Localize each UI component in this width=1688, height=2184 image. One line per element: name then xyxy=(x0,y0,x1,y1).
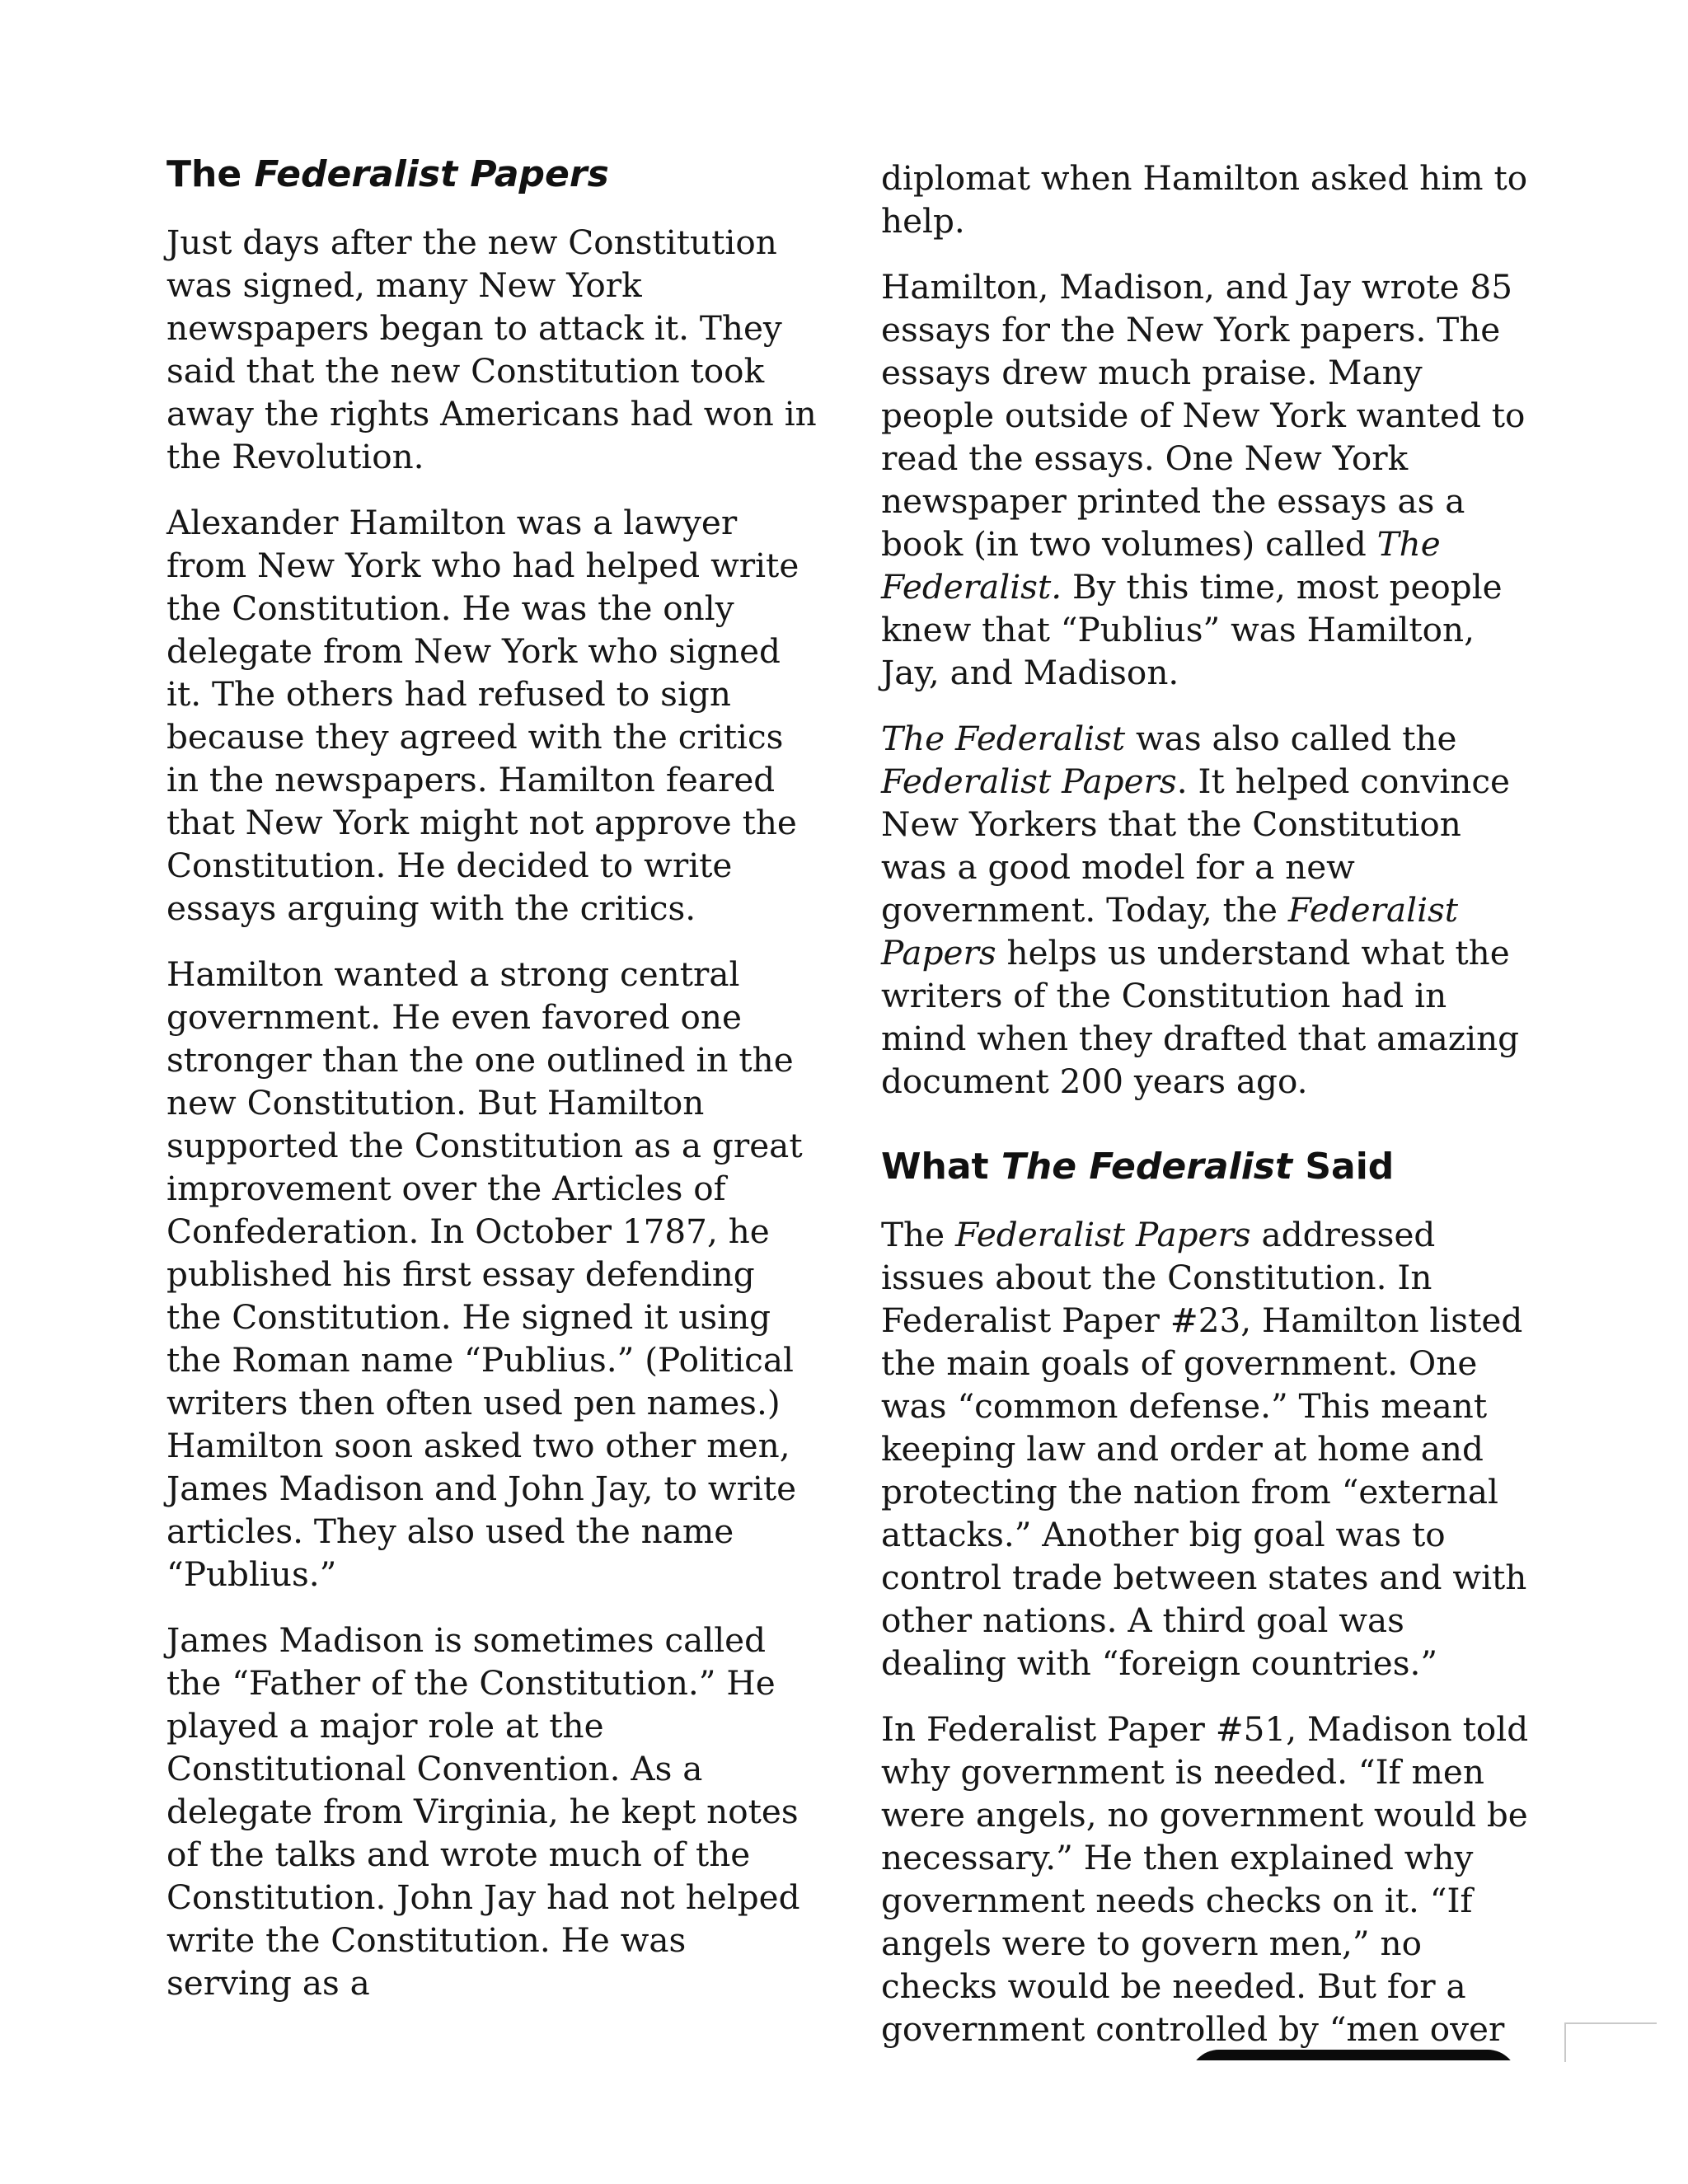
text-run: helps us understand what the writers of the Constitution had in mind when they drafted that amazing document 200 years ago. xyxy=(881,933,1520,1101)
left-column xyxy=(166,152,818,2027)
paragraph-6 xyxy=(881,717,1532,1103)
section-heading-what-federalist-said xyxy=(881,1144,1532,1190)
heading-text: The xyxy=(166,153,255,195)
paragraph-7 xyxy=(881,1213,1532,1685)
paragraph-3: Hamilton wanted a strong central government. He even favored one stronger than the one outlined in the new Constitution. But Hamilton supported the Constitution as a great improvement over the Articles of Confederation. In October 1787, he published his first essay defending the Constitution. He signed it using the Roman name “Publius.” (Political writers then often used pen names.) Hamilton soon asked two other men, James Madison and John Jay, to write articles. They also used the name “Publius.” xyxy=(166,954,803,1594)
heading-italic-text: The Federalist xyxy=(1001,1146,1293,1188)
right-column xyxy=(881,152,1532,2074)
italic-title: The Federalist xyxy=(881,719,1126,758)
paragraph-4: James Madison is sometimes called the “Father of the Constitution.” He played a major role at the Constitutional Convention. As a delegate from Virginia, he kept notes of the talks and wrote much of the Constitution. John Jay had not helped write the Constitution. He was serving as a xyxy=(166,1620,800,2003)
heading-text: What xyxy=(881,1146,1001,1188)
paragraph-5 xyxy=(881,265,1532,694)
text-run: was also called the xyxy=(1125,719,1457,758)
text-run: By this time, most people knew that “Publius” was Hamilton, Jay, and Madison. xyxy=(881,567,1503,692)
heading-text: Said xyxy=(1292,1146,1395,1188)
text-run: Hamilton, Madison, and Jay wrote 85 essays for the New York papers. The essays drew much praise. Many people outside of New York wanted to read the essays. One New York newspaper printed the essays as a book (in two volumes) called xyxy=(881,267,1526,564)
paragraph-4-continued: diplomat when Hamilton asked him to help. xyxy=(881,158,1528,241)
paragraph-1: Just days after the new Constitution was signed, many New York newspapers began to attack it. They said that the new Constitution took away the rights Americans had won in the Revolution. xyxy=(166,223,817,476)
text-run: The xyxy=(881,1215,955,1254)
italic-title: Federalist Papers xyxy=(954,1215,1251,1254)
text-run: . It helped convince New Yorkers that the Constitution was a good model for a new government. Today, the xyxy=(881,762,1511,930)
text-run: addressed issues about the Constitution. In Federalist Paper #23, Hamilton listed the main goals of government. One was “common defense.” This meant keeping law and order at home and protecting the nation from “external attacks.” Another big goal was to control trade between states and with other nations. A third goal was dealing with “foreign countries.” xyxy=(881,1215,1527,1683)
heading-italic-text: Federalist Papers xyxy=(254,153,609,195)
paragraph-8: In Federalist Paper #51, Madison told why government is needed. “If men were angels, no government would be necessary.” He then explained why government needs checks on it. “If angels were to govern men,” no checks would be needed. But for a government controlled by “men over xyxy=(881,1709,1529,2049)
paragraph-2: Alexander Hamilton was a lawyer from New York who had helped write the Constitution. He was the only delegate from New York who signed it. The others had refused to sign because they agreed with the critics in the newspapers. Hamilton feared that New York might not approve the Constitution. He decided to write essays arguing with the critics. xyxy=(166,503,799,928)
section-heading-federalist-papers xyxy=(166,152,818,198)
italic-title: Federalist Papers xyxy=(881,890,1459,972)
crop-mark xyxy=(1564,2022,1657,2062)
bottom-margin xyxy=(0,2060,1688,2184)
italic-title: Federalist Papers xyxy=(881,762,1177,801)
italic-title: The Federalist. xyxy=(881,524,1441,607)
